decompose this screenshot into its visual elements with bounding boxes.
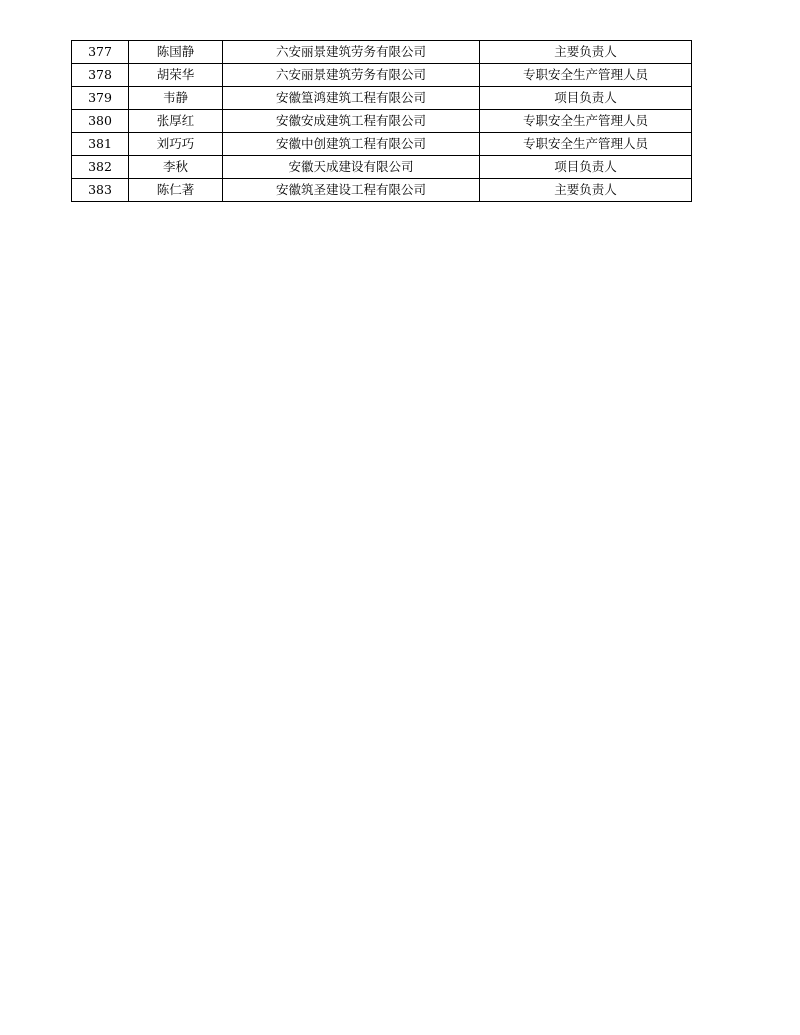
company-name: 安徽筑圣建设工程有限公司	[223, 179, 480, 202]
position-role: 主要负责人	[480, 179, 692, 202]
company-name: 安徽中创建筑工程有限公司	[223, 133, 480, 156]
person-name: 胡荣华	[129, 64, 223, 87]
table-row	[72, 87, 692, 110]
row-number: 381	[72, 133, 129, 156]
position-role: 专职安全生产管理人员	[480, 110, 692, 133]
table-row	[72, 41, 692, 64]
company-name: 安徽天成建设有限公司	[223, 156, 480, 179]
company-name: 六安丽景建筑劳务有限公司	[223, 64, 480, 87]
company-name: 安徽安成建筑工程有限公司	[223, 110, 480, 133]
company-name: 安徽篁鸿建筑工程有限公司	[223, 87, 480, 110]
person-name: 张厚红	[129, 110, 223, 133]
row-number: 377	[72, 41, 129, 64]
personnel-table	[71, 40, 692, 202]
person-name: 陈国静	[129, 41, 223, 64]
table-row	[72, 156, 692, 179]
company-name: 六安丽景建筑劳务有限公司	[223, 41, 480, 64]
table-row	[72, 64, 692, 87]
table-row	[72, 110, 692, 133]
person-name: 刘巧巧	[129, 133, 223, 156]
row-number: 379	[72, 87, 129, 110]
position-role: 项目负责人	[480, 87, 692, 110]
person-name: 陈仁著	[129, 179, 223, 202]
row-number: 380	[72, 110, 129, 133]
position-role: 主要负责人	[480, 41, 692, 64]
row-number: 382	[72, 156, 129, 179]
position-role: 项目负责人	[480, 156, 692, 179]
table-row	[72, 179, 692, 202]
position-role: 专职安全生产管理人员	[480, 64, 692, 87]
person-name: 李秋	[129, 156, 223, 179]
position-role: 专职安全生产管理人员	[480, 133, 692, 156]
row-number: 378	[72, 64, 129, 87]
person-name: 韦静	[129, 87, 223, 110]
table-row	[72, 133, 692, 156]
row-number: 383	[72, 179, 129, 202]
